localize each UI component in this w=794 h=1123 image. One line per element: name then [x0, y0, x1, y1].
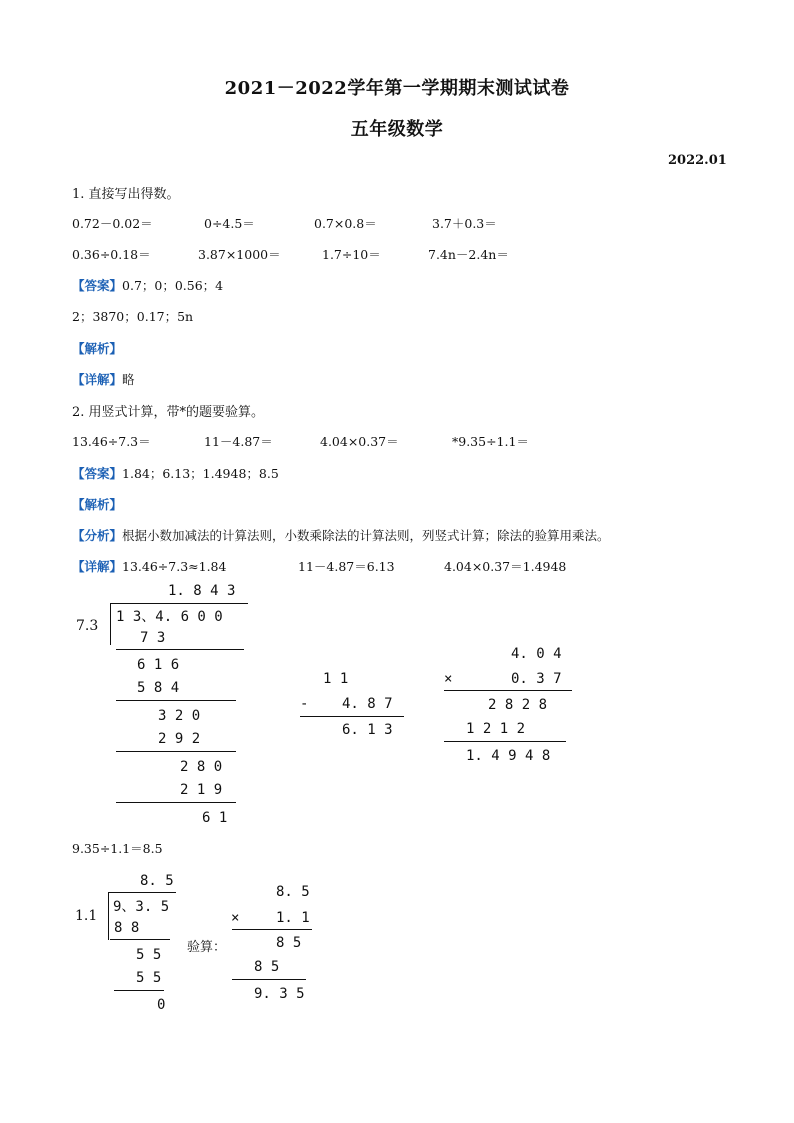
step-bar: [116, 700, 236, 701]
page-subtitle: 五年级数学: [350, 119, 444, 140]
times-sign: ×: [444, 671, 453, 687]
step: 7 3: [140, 630, 166, 646]
step-bar: [116, 751, 236, 752]
multiplicand: 8. 5: [276, 884, 310, 900]
q1-answer: [72, 276, 223, 294]
q1-item: 3.7＋0.3＝: [432, 216, 497, 231]
q2-item: 11－4.87＝: [204, 434, 273, 449]
page-title: 2021－2022学年第一学期期末测试试卷: [224, 78, 570, 99]
q2-fenxi: [72, 526, 610, 544]
dividend: 1 3、4. 6 0 0: [116, 609, 223, 625]
partial-product: 8 5: [254, 959, 280, 975]
step: 2 1 9: [180, 782, 223, 798]
check-label: 验算：: [187, 940, 227, 955]
step: 2 8 0: [180, 759, 223, 775]
q1-item: 3.87×1000＝: [198, 247, 281, 262]
multiplicand: 4. 0 4: [511, 646, 562, 662]
step: 2 9 2: [158, 731, 201, 747]
step-bar: [114, 990, 164, 991]
q1-item: 0.7×0.8＝: [314, 216, 377, 231]
q1-analysis-tag: 【解析】: [72, 341, 123, 356]
answer-tag: 【答案】: [72, 278, 123, 293]
q1-answer-cont: 2；3870；0.17；5n: [72, 309, 194, 324]
result-bar: [300, 716, 404, 717]
q2-answer: [72, 464, 279, 482]
step-bar: [110, 939, 170, 940]
q2-detail: [72, 557, 226, 575]
dividend: 9、3. 5: [113, 899, 170, 915]
multiplier: 1. 1: [276, 910, 310, 926]
partial-product: 1 2 1 2: [466, 721, 526, 737]
minuend: 1 1: [323, 671, 349, 687]
detail-text: 略: [122, 372, 135, 387]
subtrahend: 4. 8 7: [342, 696, 393, 712]
q1-item: 0÷4.5＝: [204, 216, 255, 231]
step: 6 1 6: [137, 657, 180, 673]
detail-item: 4.04×0.37＝1.4948: [444, 559, 567, 574]
multiplier: 0. 3 7: [511, 671, 562, 687]
quotient-bar: [110, 603, 248, 604]
product-bar: [444, 741, 566, 742]
step: 5 5: [136, 947, 162, 963]
step: 5 5: [136, 970, 162, 986]
division-bracket: [108, 892, 109, 940]
exam-date: 2022.01: [668, 153, 727, 168]
fenxi-text: 根据小数加减法的计算法则，小数乘除法的计算法则，列竖式计算；除法的验算用乘法。: [122, 528, 610, 543]
quotient: 1. 8 4 3: [168, 583, 236, 599]
q2-item: *9.35÷1.1＝: [452, 434, 529, 449]
remainder: 6 1: [202, 810, 228, 826]
q2-analysis-tag: 【解析】: [72, 497, 123, 512]
extra-equation: 9.35÷1.1＝8.5: [72, 841, 163, 856]
q2-prompt: 2. 用竖式计算，带*的题要验算。: [72, 405, 265, 420]
q1-prompt: 1. 直接写出得数。: [72, 187, 180, 202]
times-sign: ×: [231, 910, 240, 926]
product: 9. 3 5: [254, 986, 305, 1002]
difference: 6. 1 3: [342, 722, 393, 738]
remainder: 0: [157, 997, 166, 1013]
answer-text: 1.84；6.13；1.4948；8.5: [122, 466, 279, 481]
detail-tag: 【详解】: [72, 559, 123, 574]
step: 8 8: [114, 920, 140, 936]
q1-detail: [72, 370, 135, 388]
product-bar: [444, 690, 572, 691]
minus-sign: -: [300, 696, 309, 712]
q2-item: 13.46÷7.3＝: [72, 434, 151, 449]
step-bar: [116, 802, 236, 803]
q1-item: 0.72－0.02＝: [72, 216, 153, 231]
product: 1. 4 9 4 8: [466, 748, 551, 764]
quotient: 8. 5: [140, 873, 174, 889]
fenxi-tag: 【分析】: [72, 528, 123, 543]
product-bar: [232, 929, 312, 930]
q1-item: 7.4n－2.4n＝: [428, 247, 509, 262]
step: 3 2 0: [158, 708, 201, 724]
product-bar: [232, 979, 306, 980]
partial-product: 8 5: [276, 935, 302, 951]
step: 5 8 4: [137, 680, 180, 696]
quotient-bar: [108, 892, 176, 893]
q2-item: 4.04×0.37＝: [320, 434, 399, 449]
detail-tag: 【详解】: [72, 372, 123, 387]
divisor: 7.3: [76, 618, 99, 634]
q1-item: 1.7÷10＝: [322, 247, 381, 262]
answer-text: 0.7；0；0.56；4: [122, 278, 224, 293]
q1-item: 0.36÷0.18＝: [72, 247, 151, 262]
partial-product: 2 8 2 8: [488, 697, 548, 713]
detail-item: 13.46÷7.3≈1.84: [122, 559, 227, 574]
division-bracket: [110, 603, 111, 645]
answer-tag: 【答案】: [72, 466, 123, 481]
detail-item: 11－4.87＝6.13: [298, 559, 395, 574]
divisor: 1.1: [75, 908, 98, 924]
step-bar: [116, 649, 244, 650]
